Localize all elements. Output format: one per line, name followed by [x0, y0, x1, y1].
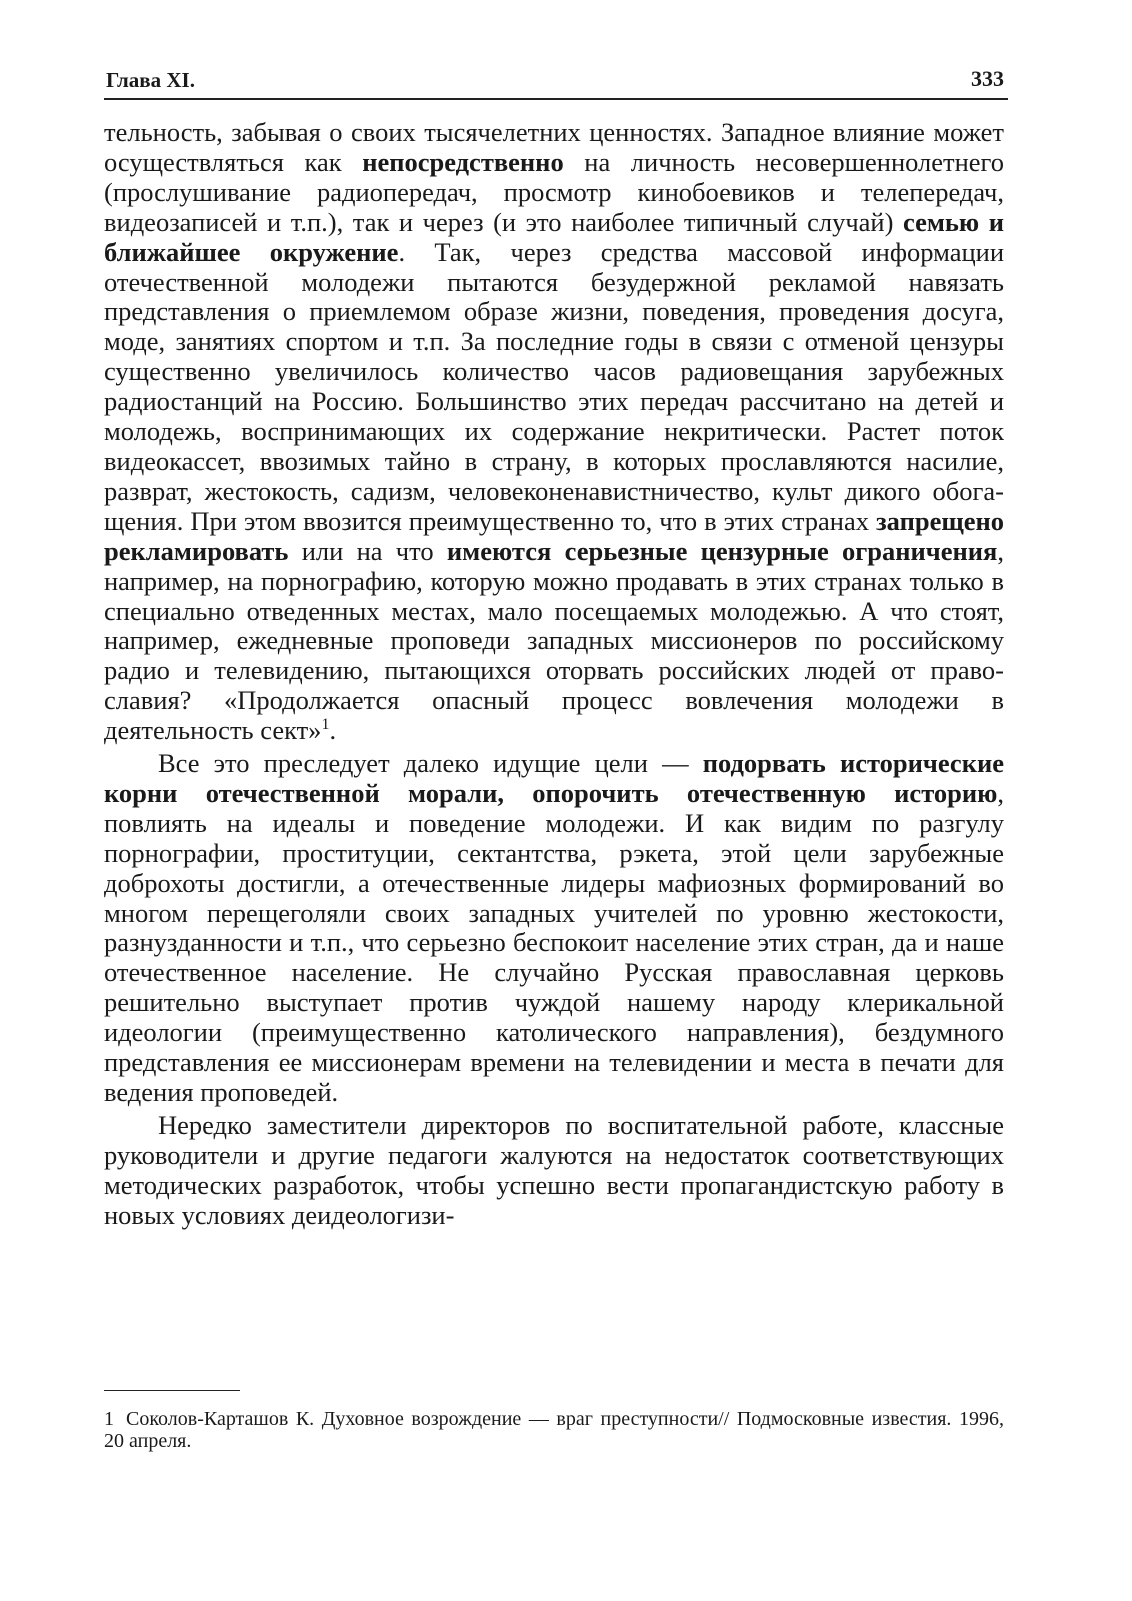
text-run: Нередко заместители директоров по воспитательной работе, классные руководители и другие педагоги жалуются на недостаток соответствующих методических разработок, чтобы успешно вести пропагандистскую работу в новых условиях деидеологизи- [104, 1109, 1004, 1230]
paragraph [104, 118, 1004, 746]
paragraph [104, 749, 1004, 1108]
footnote-divider [104, 1390, 240, 1391]
running-header [104, 64, 1008, 100]
paragraph [104, 1111, 1004, 1231]
footnote-text: Соколов-Карташов К. Духовное возрождение — враг преступности// Подмосковные известия. 1996, 20 апреля. [104, 1408, 1004, 1452]
text-run: или на что [288, 535, 447, 566]
text-run: . Так, через средства массовой информации отечественной молодежи пытаются безудержной рекламой навязать представления о приемлемом образе жизни, поведения, проведения досуга, моде, занятиях спортом и т.п. За последние годы в связи с отменой цензуры существенно увеличилось количество часов радиовещания зарубежных радиостанций на Россию. Большинство этих передач рассчитано на детей и молодежь, воспринимающих их содержание некритически. Растет поток видеокассет, ввозимых тайно в страну, в которых прославляются насилие, разврат, жестокость, садизм, человеконенавистничество, культ дикого обогащения. При этом ввозится преимущественно то, что в этих странах [104, 236, 1005, 536]
bold-text: непосредственно [362, 146, 564, 177]
text-run: на личность несовершеннолетнего (прослушивание радиопередач, просмотр кинобоевиков и телепередач, видеозаписей и т.п.), так и через (и это наиболее типичный случай) [104, 146, 1004, 237]
footnote-mark: 1 [104, 1408, 114, 1430]
chapter-title: Глава XI. [106, 68, 195, 92]
bold-text: подорвать исторические корни отечественной морали, опорочить отечественную историю [104, 748, 1004, 808]
bold-text: запрещено рекламировать [104, 505, 1004, 566]
bold-text: семью и ближайшее окружение [104, 206, 1004, 267]
text-run: тельность, забывая о своих тысячелетних ценностях. Западное влияние может осуществляться как [104, 117, 1004, 177]
bold-text: имеются серьезные цензурные ограничения [446, 535, 998, 566]
footnote-ref: 1 [321, 716, 330, 734]
text-run: , повлиять на идеалы и поведение молодежи. И как видим по разгулу порнографии, проституции, сектантства, рэкета, этой цели зарубежные доброхоты достигли, а отечественные лидеры мафиозных формирований во многом перещеголяли своих западных учителей по уровню жестокости, разнузданности и т.п., что серьезно беспокоит население этих стран, да и наше отечественное население. Не случайно Русская православная церковь решительно выступает против чуждой нашему народу клерикальной идеологии (преимущественно католического направления), бездумного представления ее миссионерам времени на телевидении и места в печати для ведения проповедей. [104, 777, 1004, 1107]
text-run: . [329, 715, 337, 746]
page-number: 333 [971, 66, 1004, 91]
text-run: , например, на порнографию, которую можно продавать в этих странах только в специально отведенных местах, мало посещаемых молодежью. А что стоят, например, ежедневные проповеди западных миссионеров по российскому радио и телевидению, пытающихся оторвать российских людей от православия? «Продолжается опасный процесс вовлечения молодежи в деятельность сект» [104, 535, 1004, 746]
text-run: Все это преследует далеко идущие цели — [158, 748, 703, 779]
footnote [104, 1408, 1004, 1452]
main-text [104, 118, 1004, 1231]
